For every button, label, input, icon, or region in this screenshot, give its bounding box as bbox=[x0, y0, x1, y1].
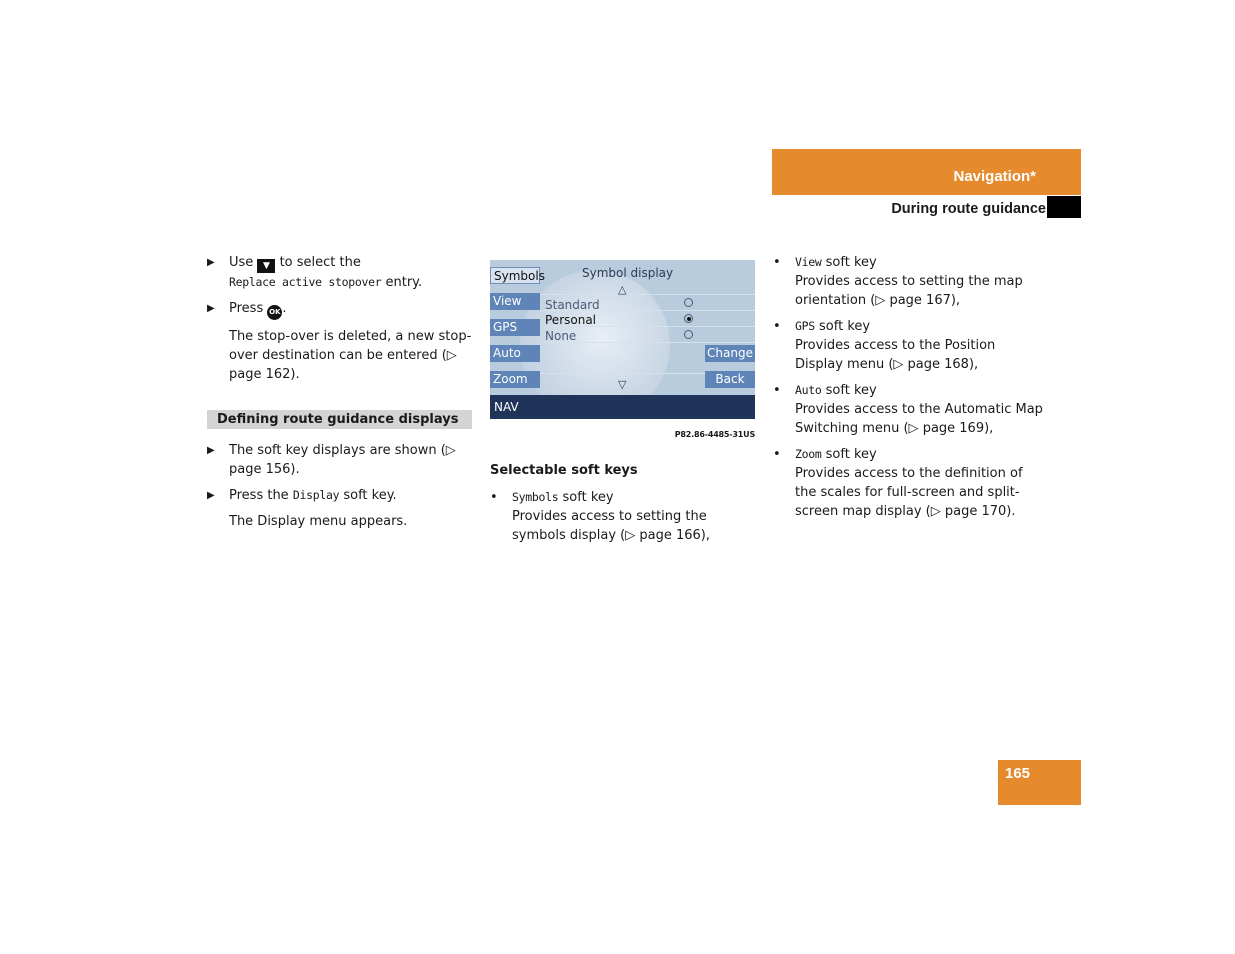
result-text: The stop-over is deleted, a new stop-over destination can be entered (▷ page 162). bbox=[229, 329, 472, 382]
header-band bbox=[772, 149, 1081, 195]
chapter-title: Navigation* bbox=[953, 168, 1036, 185]
page-number: 165 bbox=[1005, 765, 1031, 782]
radio-standard-icon bbox=[684, 298, 693, 307]
bullet-dot-icon: • bbox=[773, 319, 781, 334]
step-arrow-icon: ▶ bbox=[207, 490, 215, 501]
bullet-dot-icon: • bbox=[773, 447, 781, 462]
softkey-back: Back bbox=[705, 371, 755, 388]
option-standard: Standard bbox=[545, 298, 600, 312]
image-reference: P82.86-4485-31US bbox=[674, 430, 755, 439]
step-arrow-icon: ▶ bbox=[207, 257, 215, 268]
bullet-auto: • Auto soft key Provides access to the Automatic Map Switching menu (▷ page 169), bbox=[773, 383, 1043, 436]
option-none: None bbox=[545, 329, 577, 343]
scroll-up-icon: △ bbox=[618, 283, 627, 296]
radio-none-icon bbox=[684, 330, 693, 339]
softkey-zoom: Zoom bbox=[490, 371, 540, 388]
step-press-display: ▶ Press the Display soft key. bbox=[207, 488, 397, 503]
display-screenshot bbox=[490, 260, 755, 419]
bullet-zoom: • Zoom soft key Provides access to the definition of the scales for full-screen and split-screen map display (▷ page 170). bbox=[773, 447, 1023, 519]
right-column bbox=[773, 253, 1043, 528]
step-arrow-icon: ▶ bbox=[207, 303, 215, 314]
middle-column bbox=[490, 260, 760, 552]
bullet-dot-icon: • bbox=[773, 255, 781, 270]
softkey-change: Change bbox=[705, 345, 755, 362]
result-text: The Display menu appears. bbox=[229, 514, 408, 529]
menu-entry-code: Replace active stopover bbox=[229, 275, 382, 289]
left-column bbox=[207, 253, 472, 538]
scroll-down-icon: ▽ bbox=[618, 378, 627, 391]
softkey-auto: Auto bbox=[490, 345, 540, 362]
bullet-dot-icon: • bbox=[490, 490, 498, 505]
header-marker bbox=[1047, 196, 1081, 218]
step-softkeys-shown: ▶ The soft key displays are shown (▷ page 156). bbox=[207, 443, 456, 477]
section-heading: Defining route guidance displays bbox=[207, 410, 472, 429]
bullet-symbols: • Symbols soft key Provides access to setting the symbols display (▷ page 166), bbox=[490, 490, 710, 543]
status-bar: NAV bbox=[490, 395, 755, 419]
softkey-gps: GPS bbox=[490, 319, 540, 336]
step-press-ok: ▶ Press OK . bbox=[207, 299, 472, 320]
step-arrow-icon: ▶ bbox=[207, 445, 215, 456]
display-key-code: Display bbox=[292, 488, 340, 502]
softkey-view: View bbox=[490, 293, 540, 310]
bullet-dot-icon: • bbox=[773, 383, 781, 398]
step-select-entry: ▶ Use ▼ to select the Replace active stopover entry. bbox=[207, 255, 423, 290]
bullet-view: • View soft key Provides access to setting the map orientation (▷ page 167), bbox=[773, 255, 1023, 308]
down-key-icon: ▼ bbox=[257, 259, 275, 273]
bullet-gps: • GPS soft key Provides access to the Position Display menu (▷ page 168), bbox=[773, 319, 996, 372]
radio-personal-icon bbox=[684, 314, 693, 323]
section-subtitle: During route guidance bbox=[891, 201, 1046, 217]
subsection-heading: Selectable soft keys bbox=[490, 463, 638, 478]
page-number-box bbox=[998, 760, 1081, 805]
screen-title: Symbol display bbox=[582, 266, 674, 280]
softkey-symbols: Symbols bbox=[490, 267, 540, 284]
option-personal: Personal bbox=[545, 313, 597, 327]
ok-button-icon: OK bbox=[267, 305, 282, 320]
